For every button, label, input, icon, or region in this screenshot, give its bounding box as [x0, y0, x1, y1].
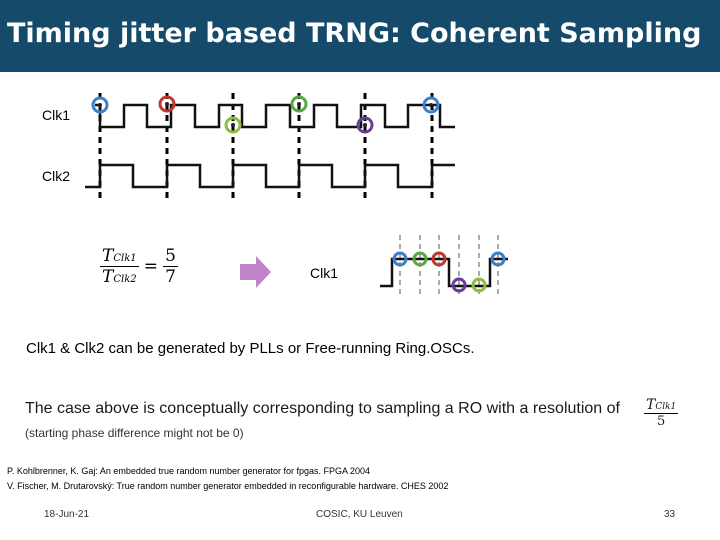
footer-org: COSIC, KU Leuven — [316, 509, 403, 520]
phase-note: (starting phase difference might not be 0) — [25, 426, 244, 440]
footer-date: 18-Jun-21 — [44, 509, 90, 520]
clk1-label: Clk1 — [42, 107, 71, 123]
resolution-statement: The case above is conceptually corresponding to sampling a RO with a resolution of — [25, 400, 620, 417]
slide-title: Timing jitter based TRNG: Coherent Sampling — [7, 18, 702, 49]
zoom-clk1-label: Clk1 — [310, 265, 339, 281]
clk2-label: Clk2 — [42, 168, 71, 184]
resolution-fraction: $\frac{\text{TClk1}}{5}$ — [644, 394, 678, 429]
reference-1: P. Kohlbrenner, K. Gaj: An embedded true random number generator for fpgas. FPGA 2004 — [7, 466, 371, 476]
page-number: 33 — [664, 509, 676, 520]
reference-2: V. Fischer, M. Drutarovský: True random number generator embedded in reconfigurable hardware. CHES 2002 — [7, 481, 449, 491]
right-arrow-icon — [240, 255, 274, 289]
clock-source-note: Clk1 & Clk2 can be generated by PLLs or Free-running Ring.OSCs. — [26, 340, 475, 357]
period-ratio-formula: $\frac{\text{TClk1}}{\text{TClk2}}$ = $\frac{5}{7}$ — [102, 246, 176, 287]
clk1-waveform — [95, 105, 455, 127]
clk2-waveform — [85, 165, 455, 187]
